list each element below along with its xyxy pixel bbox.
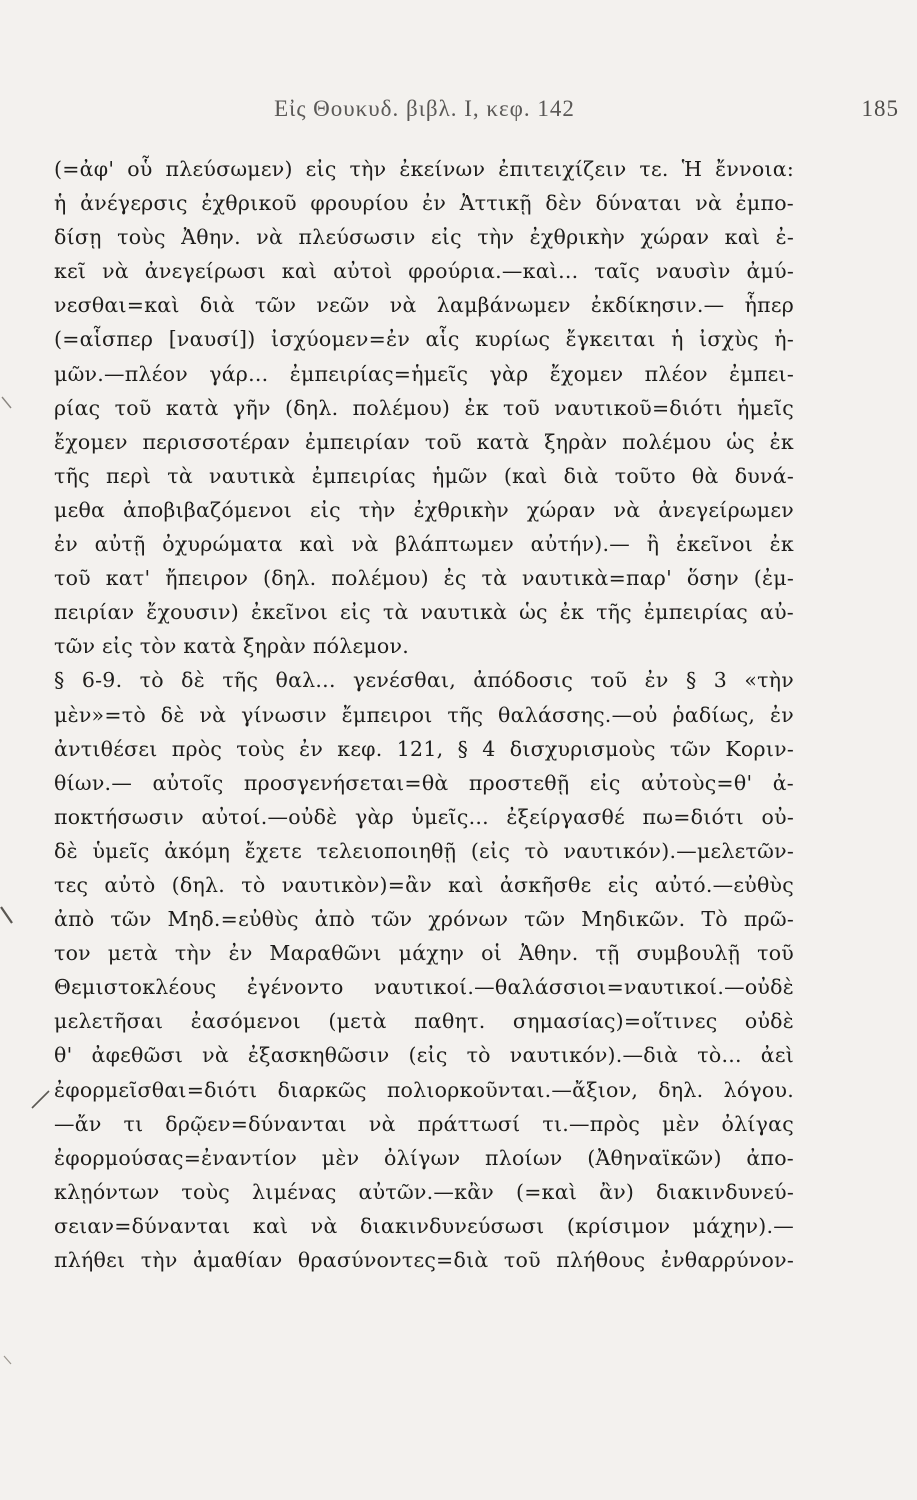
margin-tick-mark bbox=[0, 905, 16, 927]
commentary-text bbox=[54, 152, 794, 1277]
text-line: μῶν.—πλέον γάρ... ἐμπειρίας=ἡμεῖς γὰρ ἔχομεν πλέον ἐμπει- bbox=[54, 361, 794, 386]
text-line: § 6-9. τὸ δὲ τῆς θαλ... γενέσθαι, ἀπόδοσις τοῦ ἐν § 3 «τὴν bbox=[54, 668, 794, 693]
text-line: θίων.— αὐτοῖς προσγενήσεται=θὰ προστεθῇ εἰς αὐτοὺς=θ' ἀ- bbox=[54, 770, 794, 795]
text-line: κλῃόντων τοὺς λιμένας αὐτῶν.—κἂν (=καὶ ἂν) διακινδυνεύ- bbox=[54, 1179, 794, 1204]
text-line: μεθα ἀποβιβαζόμενοι εἰς τὴν ἐχθρικὴν χώραν νὰ ἀνεγείρωμεν bbox=[54, 497, 794, 522]
text-line: δὲ ὑμεῖς ἀκόμη ἔχετε τελειοποιηθῇ (εἰς τὸ ναυτικόν).—μελετῶν- bbox=[54, 838, 794, 863]
text-line: ἀντιθέσει πρὸς τοὺς ἐν κεφ. 121, § 4 δισχυρισμοὺς τῶν Κοριν- bbox=[54, 736, 794, 761]
text-line: μελετῆσαι ἐασόμενοι (μετὰ παθητ. σημασίας)=οἵτινες οὐδὲ bbox=[54, 1009, 794, 1034]
text-line: πλήθει τὴν ἀμαθίαν θρασύνοντες=διὰ τοῦ πλήθους ἐνθαρρύνον- bbox=[54, 1248, 794, 1272]
text-line: ρίας τοῦ κατὰ γῆν (δηλ. πολέμου) ἐκ τοῦ ναυτικοῦ=διότι ἡμεῖς bbox=[54, 395, 794, 420]
margin-tick-mark bbox=[2, 1354, 14, 1368]
text-line: δίσῃ τοὺς Ἀθην. νὰ πλεύσωσιν εἰς τὴν ἐχθρικὴν χώραν καὶ ἐ- bbox=[54, 225, 794, 250]
text-line: ἔχομεν περισσοτέραν ἐμπειρίαν τοῦ κατὰ ξηρὰν πολέμου ὡς ἐκ bbox=[54, 429, 794, 454]
text-line: τον μετὰ τὴν ἐν Μαραθῶνι μάχην οἱ Ἀθην. τῇ συμβουλῇ τοῦ bbox=[54, 941, 794, 966]
text-line: Θεμιστοκλέους ἐγένοντο ναυτικοί.—θαλάσσιοι=ναυτικοί.—οὐδὲ bbox=[54, 975, 794, 1000]
text-line: τες αὐτὸ (δηλ. τὸ ναυτικὸν)=ἂν καὶ ἀσκῆσθε εἰς αὐτό.—εὐθὺς bbox=[54, 872, 794, 897]
text-line: —ἄν τι δρῷεν=δύνανται νὰ πράττωσί τι.—πρὸς μὲν ὀλίγας bbox=[54, 1111, 794, 1136]
text-line: ἐφορμεῖσθαι=διότι διαρκῶς πολιορκοῦνται.—ἄξιον, δηλ. λόγου. bbox=[54, 1077, 794, 1102]
text-line: (=αἷσπερ [ναυσί]) ἰσχύομεν=ἐν αἷς κυρίως ἔγκειται ἡ ἰσχὺς ἡ- bbox=[54, 327, 794, 352]
running-head: Εἰς Θουκυδ. βιβλ. I, κεφ. 142 bbox=[274, 96, 575, 121]
text-line: σειαν=δύνανται καὶ νὰ διακινδυνεύσωσι (κρίσιμον μάχην).— bbox=[54, 1213, 794, 1238]
page-number: 185 bbox=[861, 96, 899, 121]
text-line: ἐν αὐτῇ ὀχυρώματα καὶ νὰ βλάπτωμεν αὐτήν).— ἢ ἐκεῖνοι ἐκ bbox=[54, 532, 794, 557]
text-line: (=ἀφ' οὗ πλεύσωμεν) εἰς τὴν ἐκείνων ἐπιτειχίζειν τε. Ἡ ἔννοια: bbox=[54, 157, 794, 181]
text-line: τῶν εἰς τὸν κατὰ ξηρὰν πόλεμον. bbox=[54, 634, 409, 659]
text-line: μὲν»=τὸ δὲ νὰ γίνωσιν ἔμπειροι τῆς θαλάσσης.—οὐ ῥαδίως, ἐν bbox=[54, 702, 794, 727]
text-line: πειρίαν ἔχουσιν) ἐκεῖνοι εἰς τὰ ναυτικὰ ὡς ἐκ τῆς ἐμπειρίας αὐ- bbox=[54, 600, 794, 625]
text-line: ἐφορμούσας=ἐναντίον μὲν ὀλίγων πλοίων (Ἀθηναϊκῶν) ἀπο- bbox=[54, 1145, 794, 1170]
text-line: θ' ἀφεθῶσι νὰ ἐξασκηθῶσιν (εἰς τὸ ναυτικόν).—διὰ τὸ... ἀεὶ bbox=[54, 1043, 794, 1068]
margin-tick-mark bbox=[30, 1088, 52, 1110]
margin-tick-mark bbox=[0, 395, 14, 413]
text-line: ποκτήσωσιν αὐτοί.—οὐδὲ γὰρ ὑμεῖς... ἐξείργασθέ πω=διότι οὐ- bbox=[54, 804, 794, 829]
text-line: νεσθαι=καὶ διὰ τῶν νεῶν νὰ λαμβάνωμεν ἐκδίκησιν.— ἧπερ bbox=[54, 293, 794, 318]
text-line: ἀπὸ τῶν Μηδ.=εὐθὺς ἀπὸ τῶν χρόνων τῶν Μηδικῶν. Τὸ πρῶ- bbox=[54, 907, 794, 932]
text-line: τῆς περὶ τὰ ναυτικὰ ἐμπειρίας ἡμῶν (καὶ διὰ τοῦτο θὰ δυνά- bbox=[54, 463, 794, 488]
page-header bbox=[54, 96, 899, 136]
text-line: τοῦ κατ' ἤπειρον (δηλ. πολέμου) ἐς τὰ ναυτικὰ=παρ' ὅσην (ἐμ- bbox=[54, 566, 794, 591]
text-line: κεῖ νὰ ἀνεγείρωσι καὶ αὐτοὶ φρούρια.—καὶ... ταῖς ναυσὶν ἀμύ- bbox=[54, 259, 794, 284]
text-line: ἡ ἀνέγερσις ἐχθρικοῦ φρουρίου ἐν Ἀττικῇ δὲν δύναται νὰ ἐμπο- bbox=[54, 191, 794, 216]
